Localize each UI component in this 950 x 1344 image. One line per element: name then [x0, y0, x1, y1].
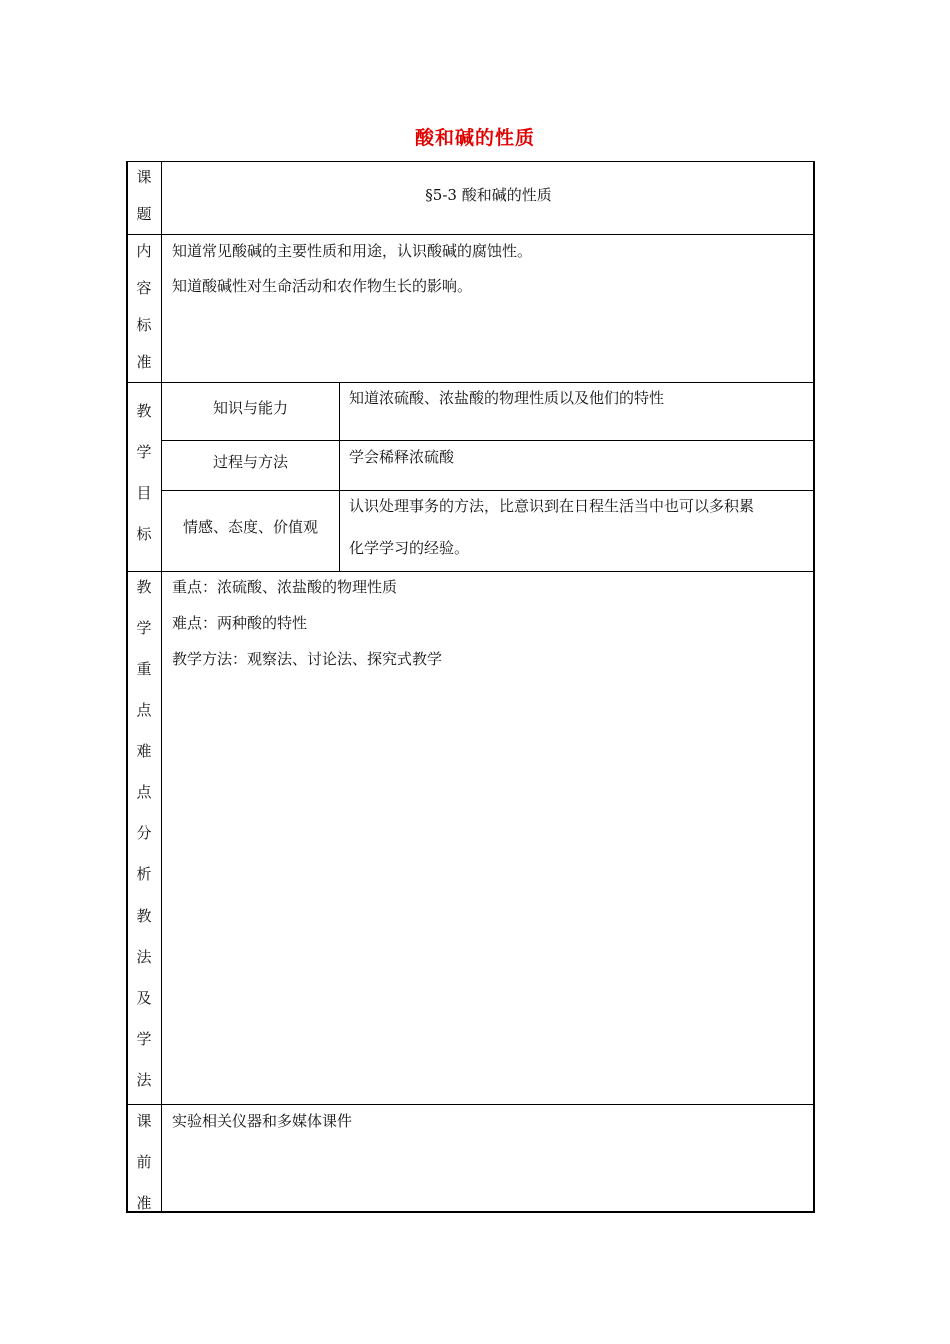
label-char: 准 — [136, 353, 152, 371]
goal-text-knowledge: 知道浓硫酸、浓盐酸的物理性质以及他们的特性 — [349, 389, 665, 407]
label-char: 析 — [136, 865, 152, 883]
goal-text-attitude-2: 化学学习的经验。 — [349, 539, 470, 557]
row-divider — [126, 234, 815, 235]
analysis-difficulty: 难点：两种酸的特性 — [172, 614, 308, 632]
label-char: 前 — [136, 1153, 152, 1171]
goal-name-knowledge: 知识与能力 — [212, 399, 288, 417]
row-divider — [162, 490, 815, 491]
label-char: 分 — [136, 824, 152, 842]
label-char: 准 — [136, 1194, 152, 1212]
label-char: 学 — [136, 619, 152, 637]
label-char: 教 — [136, 402, 152, 420]
label-char: 及 — [136, 989, 152, 1007]
document-title: 酸和碱的性质 — [414, 127, 535, 149]
label-char: 点 — [136, 783, 152, 801]
label-char: 标 — [136, 525, 152, 543]
label-char: 内 — [136, 242, 152, 260]
row-divider — [126, 1104, 815, 1105]
label-char: 教 — [136, 578, 152, 596]
topic-value: §5-3 酸和碱的性质 — [425, 186, 552, 204]
lesson-plan-table — [126, 161, 815, 1213]
analysis-method: 教学方法：观察法、讨论法、探究式教学 — [172, 650, 443, 668]
prep-text: 实验相关仪器和多媒体课件 — [172, 1112, 353, 1130]
analysis-key-point: 重点：浓硫酸、浓盐酸的物理性质 — [172, 578, 398, 596]
label-char: 法 — [136, 948, 152, 966]
row-divider — [162, 440, 815, 441]
label-char: 点 — [136, 701, 152, 719]
label-char: 课 — [136, 1112, 152, 1130]
standard-line-1: 知道常见酸碱的主要性质和用途，认识酸碱的腐蚀性。 — [172, 242, 533, 260]
standard-line-2: 知道酸碱性对生命活动和农作物生长的影响。 — [172, 277, 473, 295]
row-divider — [126, 382, 815, 383]
goal-name-process: 过程与方法 — [212, 453, 288, 471]
label-char: 教 — [136, 907, 152, 925]
label-char: 重 — [136, 660, 152, 678]
label-char: 难 — [136, 742, 152, 760]
label-char: 容 — [136, 279, 152, 297]
goal-name-attitude: 情感、态度、价值观 — [182, 518, 318, 536]
label-char: 题 — [136, 205, 152, 223]
label-char: 课 — [136, 168, 152, 186]
row-divider — [126, 571, 815, 572]
label-char: 学 — [136, 443, 152, 461]
label-char: 学 — [136, 1030, 152, 1048]
goals-column-divider — [339, 382, 340, 571]
label-char: 法 — [136, 1071, 152, 1089]
goal-text-process: 学会稀释浓硫酸 — [349, 448, 455, 466]
goal-text-attitude-1: 认识处理事务的方法，比意识到在日程生活当中也可以多积累 — [349, 497, 755, 515]
label-char: 目 — [136, 484, 152, 502]
label-char: 标 — [136, 316, 152, 334]
